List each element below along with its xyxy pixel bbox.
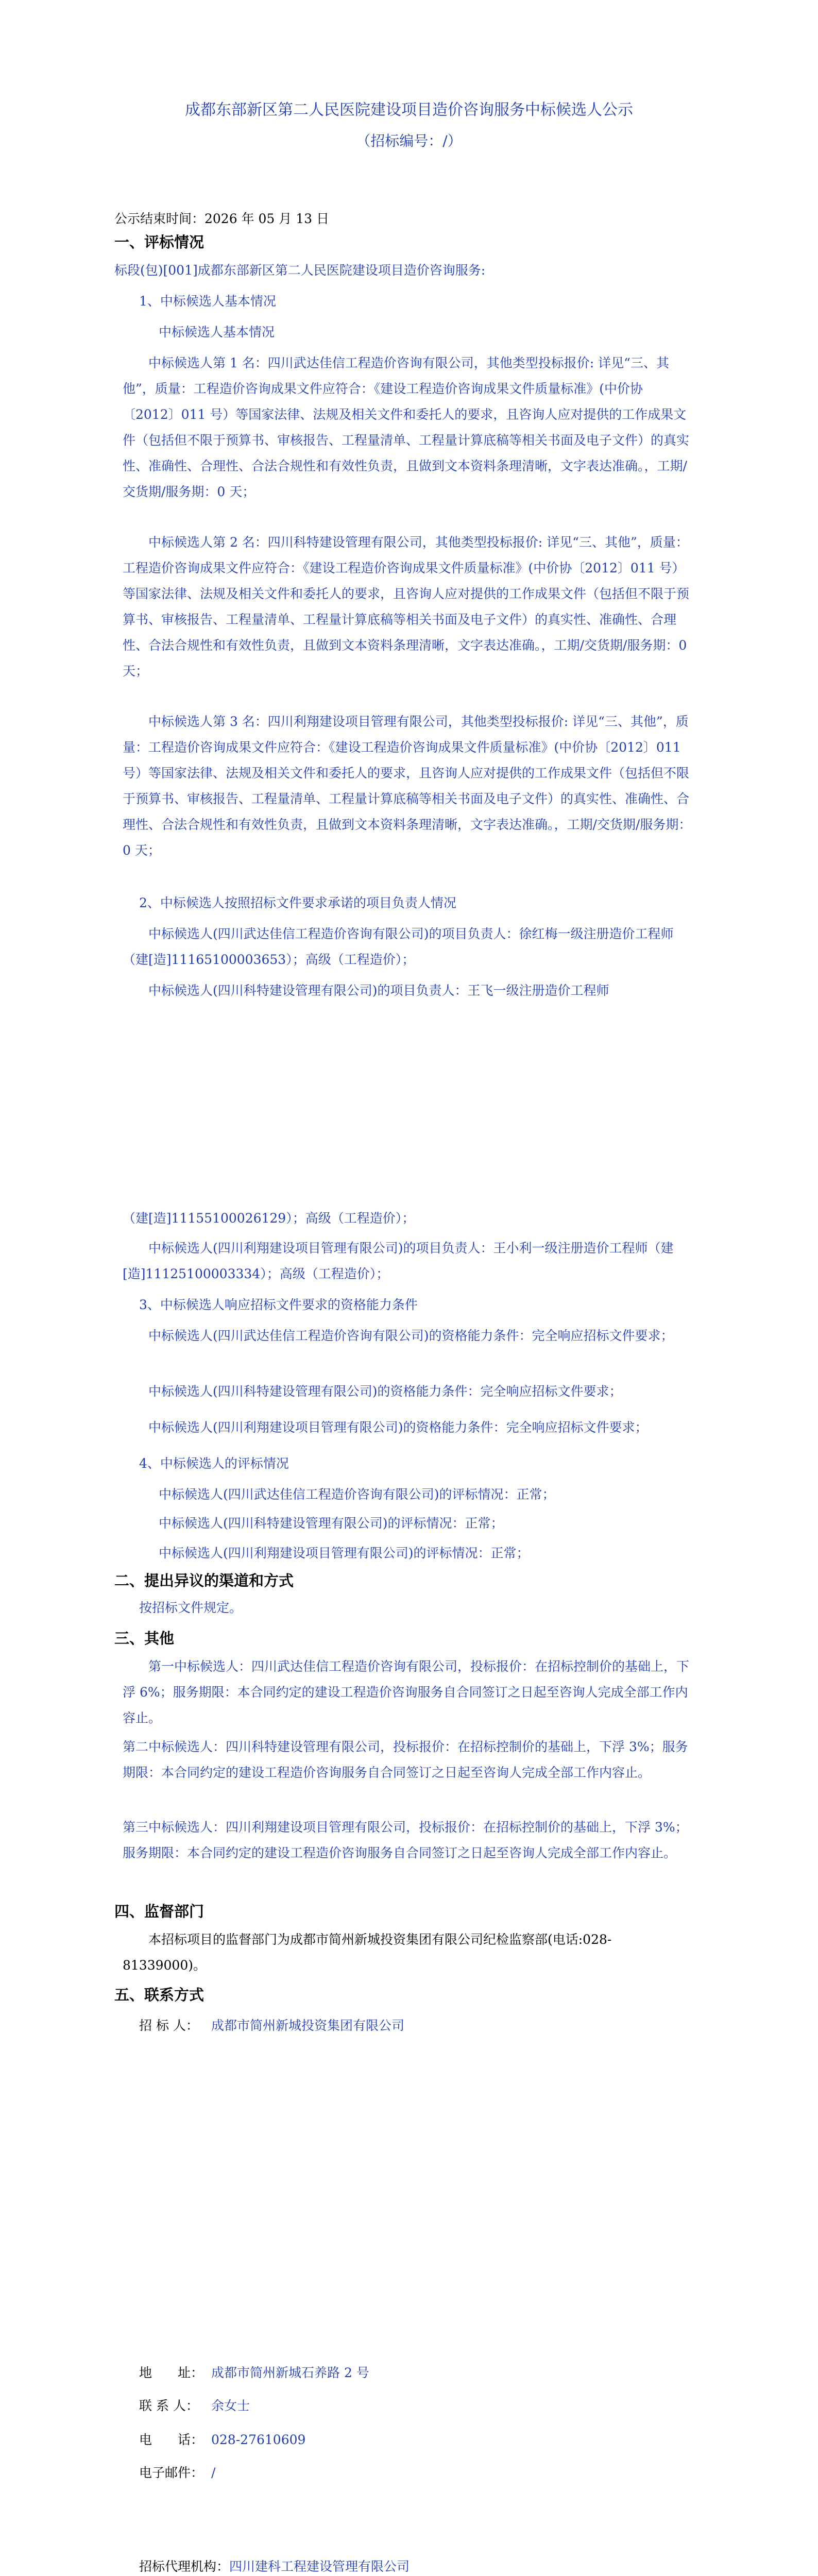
tenderer-email: / (211, 2465, 216, 2480)
tenderer-phone-row (139, 2430, 305, 2448)
agent-name-row (139, 2556, 410, 2575)
qualification-1: 中标候选人(四川武达佳信工程造价咨询有限公司)的资格能力条件：完全响应招标文件要求； (148, 1328, 674, 1343)
agent-name: 四川建科工程建设管理有限公司 (229, 2559, 410, 2574)
project-lead-2a: 中标候选人(四川科特建设管理有限公司)的项目负责人：王飞一级注册造价工程师 (148, 983, 609, 998)
tenderer-email-row (139, 2463, 215, 2481)
candidate-1: 中标候选人第 1 名：四川武达佳信工程造价咨询有限公司，其他类型投标报价: 详见“三、其他”，质量：工程造价咨询成果文件应符合：《建设工程造价咨询成果文件质量标准》(中价协〔2012〕011 号）等国家法律、法规及相关文件和委托人的要求，且咨询人应对提供的工作成果文件（包括但不限于预算书、审核报告、工程量清单、工程量计算底稿等相关书面及电子文件）的真实性、准确性、合理性、合法合规性和有效性负责，且做到文本资料条理清晰，文字表达准确。，工期/交货期/服务期：0 天； (123, 355, 690, 499)
section-title-supervision: 四、监督部门 (114, 1903, 204, 1920)
subsection-project-lead: 2、中标候选人按照招标文件要求承诺的项目负责人情况 (139, 895, 456, 910)
tenderer-email-label: 电子邮件： (139, 2465, 204, 2480)
tenderer-contact-label: 联 系 人： (139, 2398, 199, 2413)
tenderer-label: 招 标 人： (139, 2018, 199, 2033)
section-title-objection: 二、提出异议的渠道和方式 (114, 1572, 294, 1589)
other-2: 第二中标候选人：四川科特建设管理有限公司，投标报价：在招标控制价的基础上，下浮 3%；服务期限：本合同约定的建设工程造价咨询服务自合同签订之日起至咨询人完成全部工作内容止。 (123, 1739, 688, 1780)
section-title-contact: 五、联系方式 (114, 1986, 204, 2004)
other-1: 第一中标候选人：四川武达佳信工程造价咨询有限公司，投标报价：在招标控制价的基础上，下浮 6%；服务期限：本合同约定的建设工程造价咨询服务自合同签订之日起至咨询人完成全部工作内容止。 (123, 1659, 690, 1725)
page-title: 成都东部新区第二人民医院建设项目造价咨询服务中标候选人公示 (185, 101, 633, 119)
agent-label: 招标代理机构： (139, 2559, 230, 2574)
publish-end-time: 公示结束时间：2026 年 05 月 13 日 (114, 211, 329, 226)
supervision-text: 本招标项目的监督部门为成都市简州新城投资集团有限公司纪检监察部(电话:028-81339000)。 (123, 1932, 612, 1973)
subsection-evaluation-status: 4、中标候选人的评标情况 (139, 1456, 289, 1471)
other-3: 第三中标候选人：四川利翔建设项目管理有限公司，投标报价：在招标控制价的基础上，下浮 3%；服务期限：本合同约定的建设工程造价咨询服务自合同签订之日起至咨询人完成全部工作内容止。 (123, 1820, 688, 1860)
objection-text: 按招标文件规定。 (139, 1600, 243, 1615)
tenderer-name: 成都市简州新城投资集团有限公司 (211, 2018, 405, 2033)
bid-number: （招标编号：/） (356, 132, 462, 149)
evaluation-1: 中标候选人(四川武达佳信工程造价咨询有限公司)的评标情况：正常； (159, 1487, 555, 1502)
section-title-evaluation: 一、评标情况 (114, 233, 204, 251)
tenderer-name-row (139, 2015, 404, 2034)
subsection-basic-info: 1、中标候选人基本情况 (139, 294, 276, 309)
candidate-3: 中标候选人第 3 名：四川利翔建设项目管理有限公司，其他类型投标报价: 详见“三、其他”，质量：工程造价咨询成果文件应符合：《建设工程造价咨询成果文件质量标准》(中价协〔2012〕011 号）等国家法律、法规及相关文件和委托人的要求，且咨询人应对提供的工作成果文件（包括但不限于预算书、审核报告、工程量清单、工程量计算底稿等相关书面及电子文件）的真实性、准确性、合理性、合法合规性和有效性负责，且做到文本资料条理清晰，文字表达准确。，工期/交货期/服务期：0 天； (123, 714, 692, 858)
tenderer-contact: 余女士 (211, 2398, 250, 2413)
tenderer-address-row (139, 2363, 369, 2381)
qualification-3: 中标候选人(四川利翔建设项目管理有限公司)的资格能力条件：完全响应招标文件要求； (148, 1420, 648, 1435)
tenderer-address-label: 地 址： (139, 2365, 204, 2380)
evaluation-3: 中标候选人(四川利翔建设项目管理有限公司)的评标情况：正常； (159, 1546, 530, 1561)
lot-line: 标段(包)[001]成都东部新区第二人民医院建设项目造价咨询服务: (114, 263, 486, 278)
evaluation-2: 中标候选人(四川科特建设管理有限公司)的评标情况：正常； (159, 1516, 504, 1531)
candidate-2: 中标候选人第 2 名：四川科特建设管理有限公司，其他类型投标报价: 详见“三、其他”，质量：工程造价咨询成果文件应符合：《建设工程造价咨询成果文件质量标准》(中价协〔2012〕011 号）等国家法律、法规及相关文件和委托人的要求，且咨询人应对提供的工作成果文件（包括但不限于预算书、审核报告、工程量清单、工程量计算底稿等相关书面及电子文件）的真实性、准确性、合理性、合法合规性和有效性负责，且做到文本资料条理清晰，文字表达准确。，工期/交货期/服务期：0 天； (123, 535, 690, 679)
section-title-other: 三、其他 (114, 1630, 175, 1647)
subsection-qualification: 3、中标候选人响应招标文件要求的资格能力条件 (139, 1297, 418, 1312)
tenderer-contact-row (139, 2396, 250, 2414)
basic-info-lead: 中标候选人基本情况 (159, 325, 275, 340)
tenderer-phone-label: 电 话： (139, 2432, 204, 2447)
qualification-2: 中标候选人(四川科特建设管理有限公司)的资格能力条件：完全响应招标文件要求； (148, 1384, 622, 1399)
project-lead-1: 中标候选人(四川武达佳信工程造价咨询有限公司)的项目负责人：徐红梅一级注册造价工程师（建[造]11165100003653）；高级（工程造价）； (123, 926, 674, 967)
tenderer-phone: 028-27610609 (211, 2432, 306, 2447)
project-lead-3: 中标候选人(四川利翔建设项目管理有限公司)的项目负责人：王小利一级注册造价工程师（建[造]11125100003334）；高级（工程造价）； (123, 1241, 674, 1281)
project-lead-2b: （建[造]11155100026129）；高级（工程造价）； (123, 1211, 415, 1226)
tenderer-address: 成都市简州新城石养路 2 号 (211, 2365, 369, 2380)
